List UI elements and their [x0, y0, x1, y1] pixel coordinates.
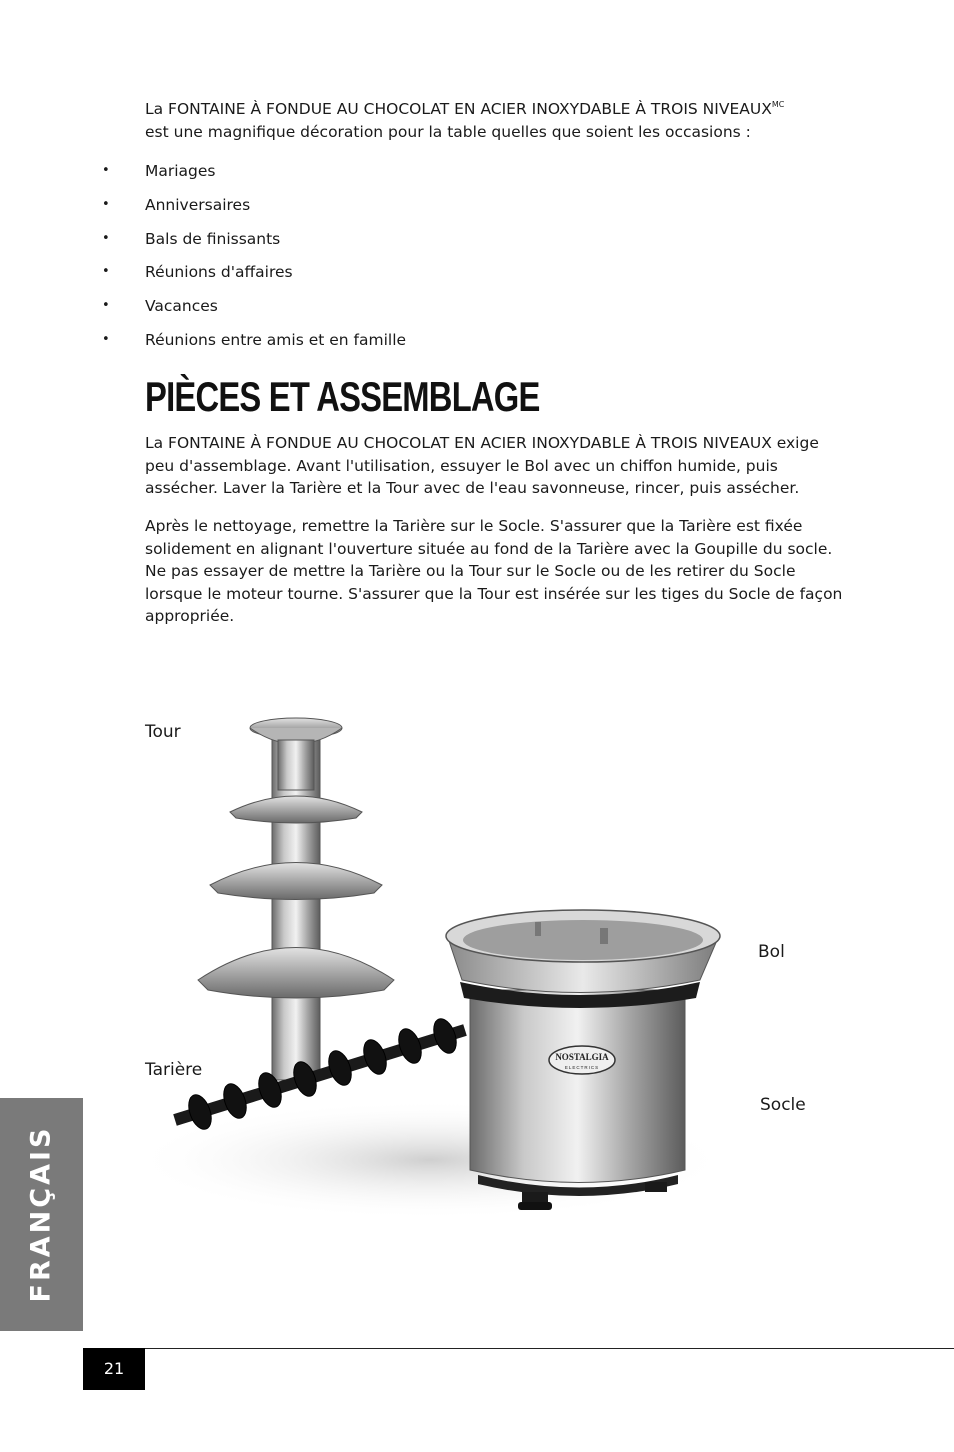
intro-line-2: est une magnifique décoration pour la table quelles que soient les occasions : — [145, 122, 751, 141]
occasions-list — [100, 158, 600, 361]
assembly-paragraph-1: La FONTAINE À FONDUE AU CHOCOLAT EN ACIER INOXYDABLE À TROIS NIVEAUX exige peu d'assemblage. Avant l'utilisation, essuyer le Bol avec un chiffon humide, puis assécher. Laver la Tarière et la Tour avec de l'eau savonneuse, rincer, puis assécher. — [145, 434, 819, 497]
trademark-mark: MC — [771, 100, 785, 109]
label-tour: Tour — [145, 722, 181, 742]
list-item: • Réunions d'affaires — [100, 259, 600, 293]
footer-rule — [83, 1348, 954, 1349]
label-socle: Socle — [760, 1095, 806, 1115]
bullet-icon: • — [102, 331, 110, 347]
section-heading: PIÈCES ET ASSEMBLAGE — [145, 373, 540, 420]
list-item: • Bals de finissants — [100, 226, 600, 260]
brand-sub: ELECTRICS — [564, 1065, 600, 1070]
list-item: • Réunions entre amis et en famille — [100, 327, 600, 361]
bullet-icon: • — [102, 264, 110, 280]
list-item: • Anniversaires — [100, 192, 600, 226]
language-tab-label: FRANÇAIS — [25, 1125, 57, 1303]
language-tab — [0, 1098, 83, 1331]
list-item: • Mariages — [100, 158, 600, 192]
list-item: • Vacances — [100, 293, 600, 327]
bullet-icon: • — [102, 163, 110, 178]
brand-name: NOSTALGIA — [555, 1052, 609, 1062]
bullet-icon: • — [102, 298, 110, 314]
tower-part — [198, 718, 394, 1080]
intro-line-1: La FONTAINE À FONDUE AU CHOCOLAT EN ACIER INOXYDABLE À TROIS NIVEAUX — [145, 100, 772, 118]
bullet-icon: • — [102, 230, 110, 246]
page-number: 21 — [83, 1348, 145, 1390]
intro-paragraph — [145, 98, 845, 143]
fountain-parts-illustration — [130, 700, 730, 1220]
bullet-icon: • — [102, 196, 110, 212]
label-tariere: Tarière — [145, 1060, 203, 1080]
label-bol: Bol — [758, 942, 785, 962]
assembly-paragraph-2: Après le nettoyage, remettre la Tarière sur le Socle. S'assurer que la Tarière est fixée solidement en alignant l'ouverture située au fond de la Tarière avec la Goupille du socle. Ne pas essayer de mettre la Tarière ou la Tour sur le Socle ou de les retirer du Socle lorsque le moteur tourne. S'assurer que la Tour est insérée sur les tiges du Socle de façon appropriée. — [145, 517, 843, 625]
